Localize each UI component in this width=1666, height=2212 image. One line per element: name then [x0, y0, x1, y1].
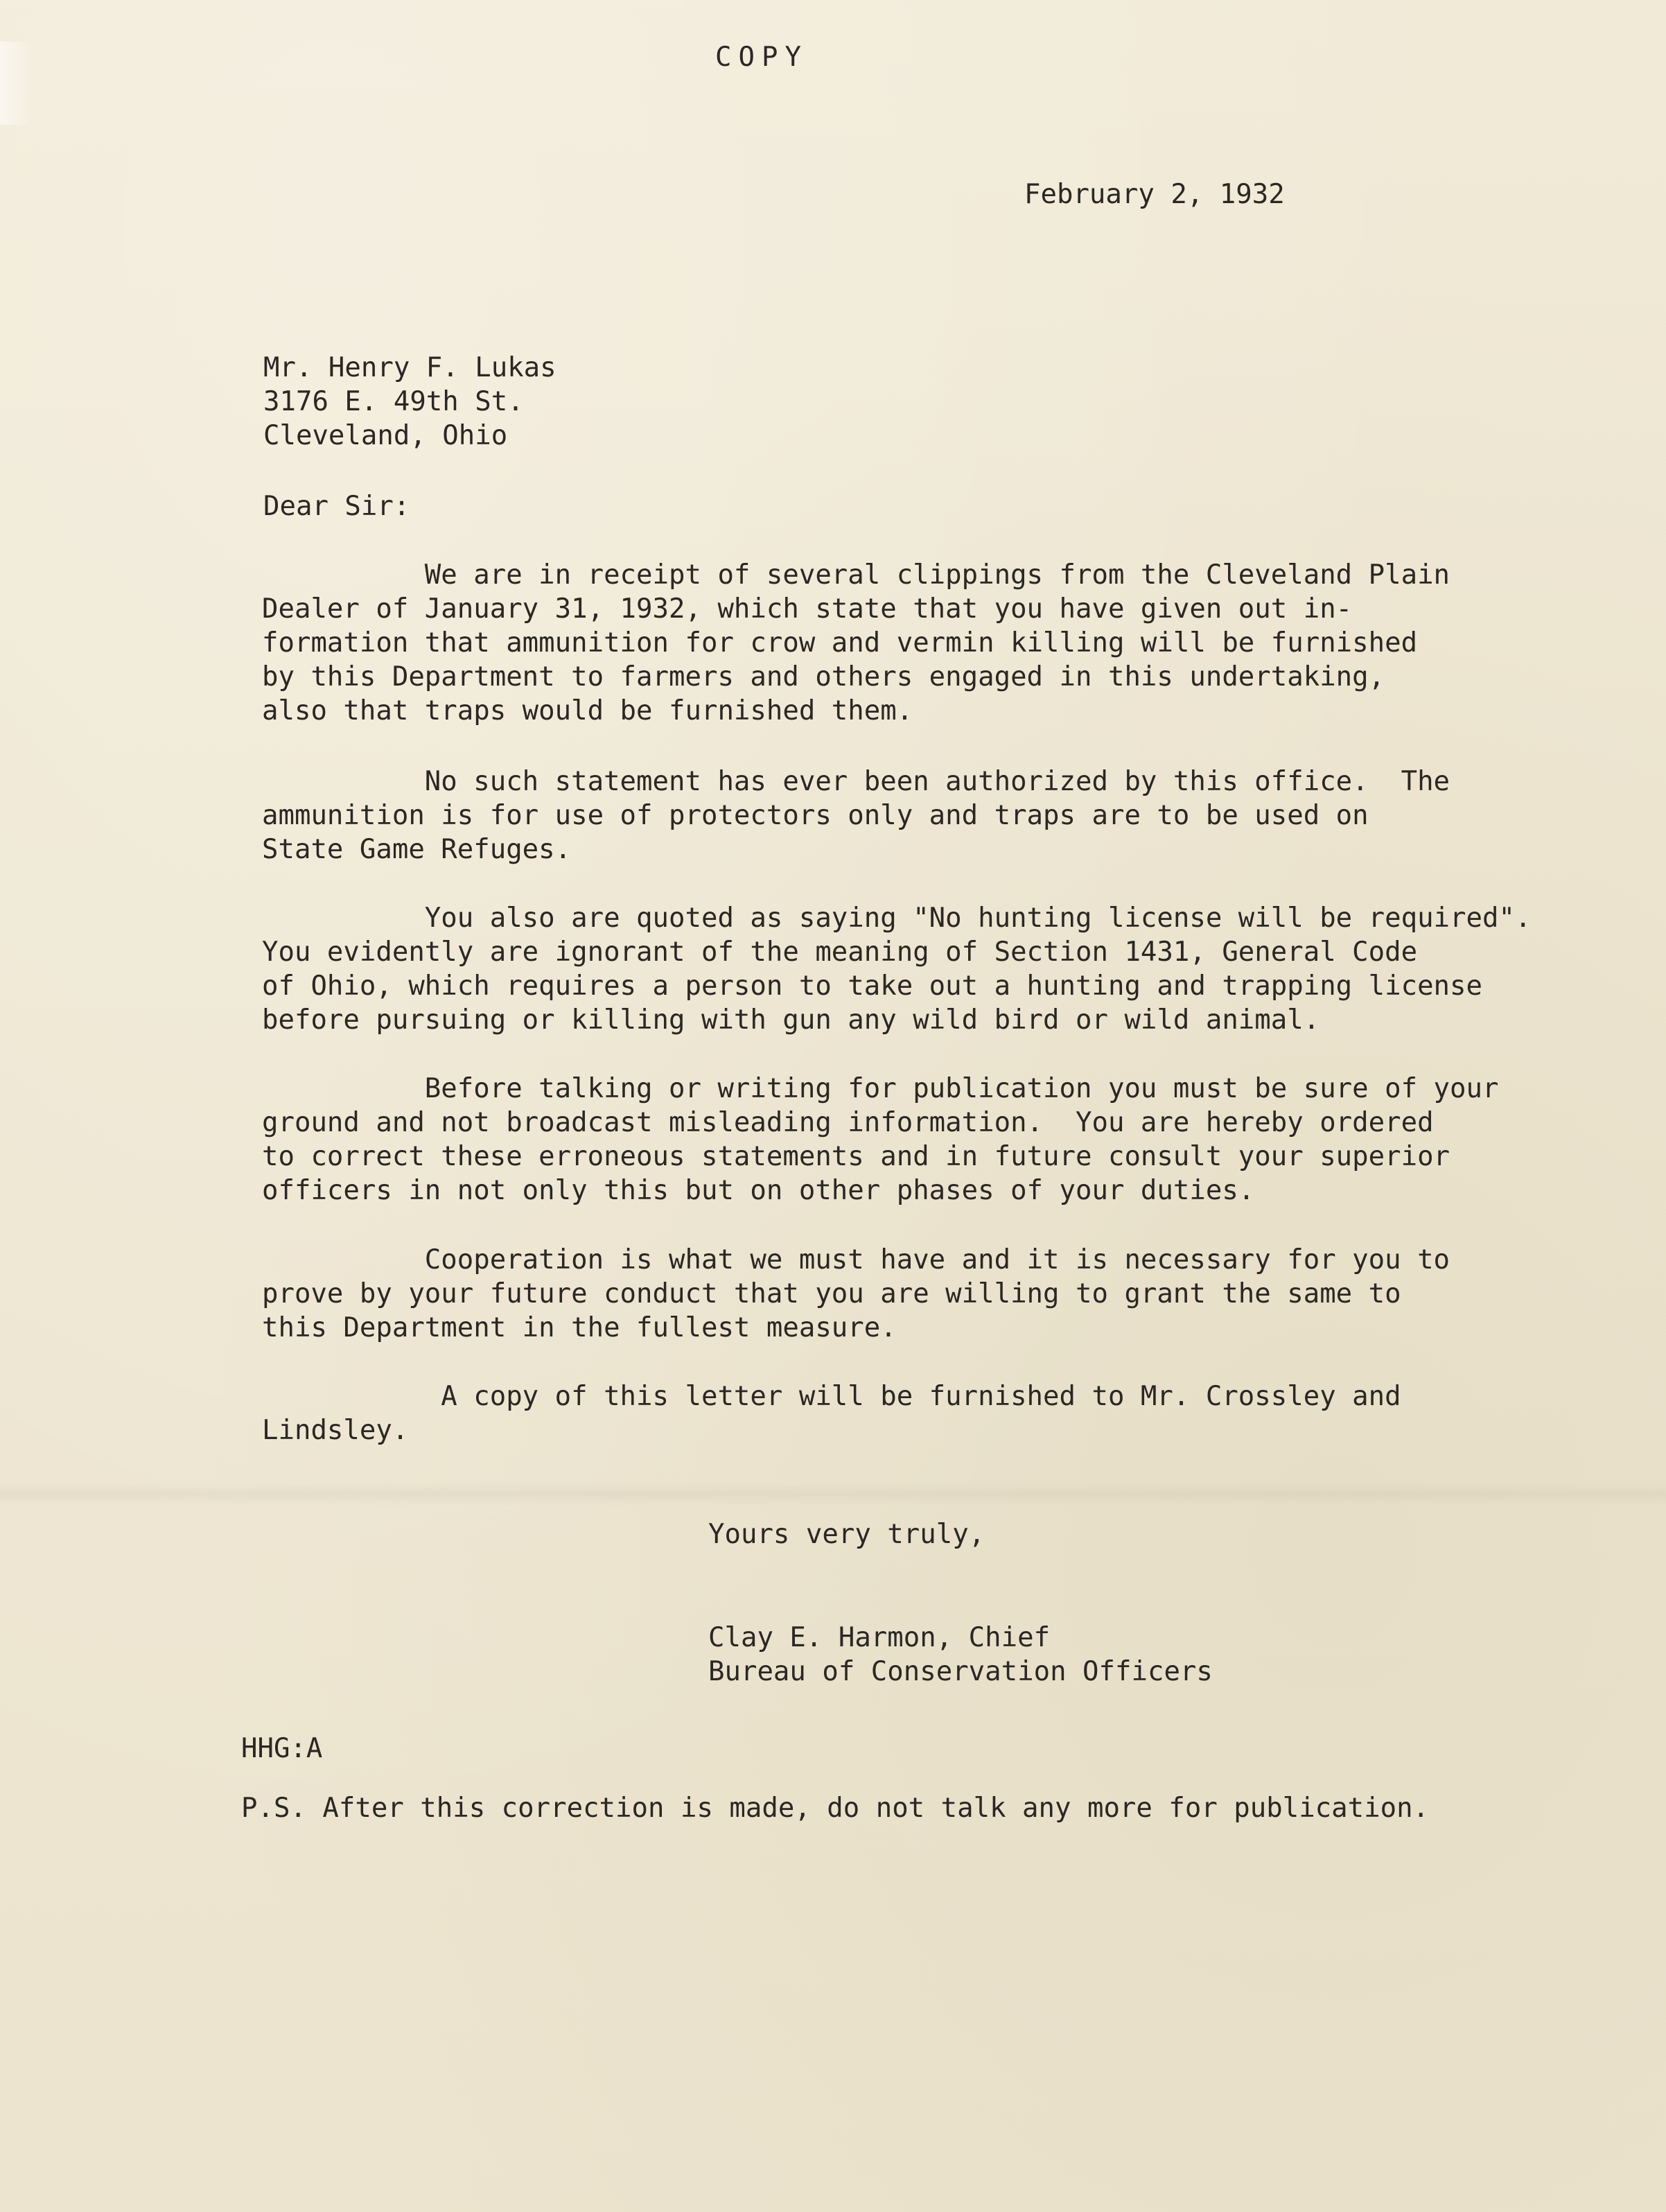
- paragraph-clippings: We are in receipt of several clippings from the Cleveland Plain Dealer of January 31, 1932, which state that you have given out in- formation that ammunition for crow and vermin killing will be furnished by this Department to farmers and others engaged in this undertaking, also that traps would be furnished them.: [262, 559, 1450, 726]
- reference-initials: HHG:A: [241, 1733, 323, 1764]
- paragraph-copy-furnished: A copy of this letter will be furnished to Mr. Crossley and Lindsley.: [262, 1381, 1401, 1446]
- paper-fold-line: [0, 1482, 1666, 1506]
- copy-mark: COPY: [715, 42, 808, 73]
- recipient-name: Mr. Henry F. Lukas: [263, 352, 556, 383]
- paragraph-hunting-license: You also are quoted as saying "No hunting license will be required". You evidently are ignorant of the meaning of Section 1431, General Code of Ohio, which requires a person to take out a hunting and trapping license before pursuing or killing with gun any wild bird or wild animal.: [262, 903, 1532, 1036]
- recipient-city: Cleveland, Ohio: [263, 420, 508, 451]
- recipient-street: 3176 E. 49th St.: [263, 386, 524, 417]
- closing: Yours very truly,: [708, 1519, 985, 1550]
- postscript: P.S. After this correction is made, do not talk any more for publication.: [241, 1793, 1430, 1824]
- paragraph-not-authorized: No such statement has ever been authorized by this office. The ammunition is for use of protectors only and traps are to be used on State Game Refuges.: [262, 766, 1450, 865]
- signature-bureau: Bureau of Conservation Officers: [708, 1656, 1213, 1687]
- salutation: Dear Sir:: [263, 491, 410, 522]
- paragraph-publication-order: Before talking or writing for publication you must be sure of your ground and not broadcast misleading information. You are hereby ordered to correct these erroneous statements and in future consult your superior officers in not only this but on other phases of your duties.: [262, 1073, 1499, 1206]
- letter-date: February 2, 1932: [1024, 179, 1285, 210]
- paragraph-cooperation: Cooperation is what we must have and it is necessary for you to prove by your future conduct that you are willing to grant the same to this Department in the fullest measure.: [262, 1244, 1450, 1343]
- paper-edge-mark: [0, 42, 35, 125]
- signature-name-title: Clay E. Harmon, Chief: [708, 1622, 1051, 1653]
